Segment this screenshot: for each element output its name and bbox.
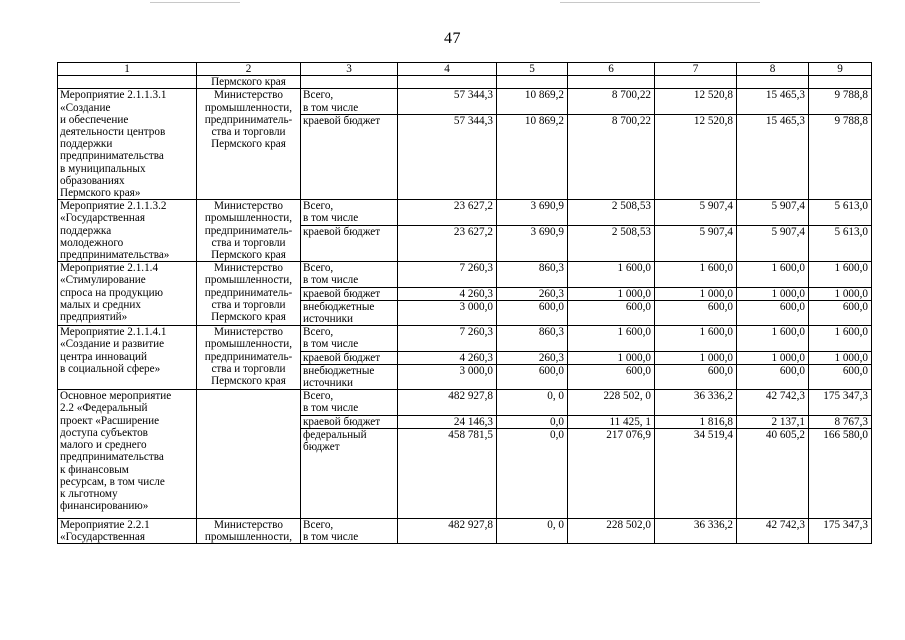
amount-cell: 23 627,2: [398, 225, 497, 261]
funding-source-cell: Всего, в том числе: [301, 518, 398, 543]
amount-cell: 5 907,4: [737, 225, 809, 261]
amount-cell: 3 000,0: [398, 300, 497, 325]
amount-cell: 4 260,3: [398, 351, 497, 364]
amount-cell: 0, 0: [497, 518, 568, 543]
funding-source-cell: краевой бюджет: [301, 287, 398, 300]
amount-cell: 600,0: [497, 300, 568, 325]
amount-cell: 600,0: [809, 364, 872, 389]
continuation-cell: [809, 76, 872, 89]
amount-cell: 1 000,0: [809, 287, 872, 300]
amount-cell: 1 600,0: [568, 262, 655, 287]
funding-source-cell: Всего, в том числе: [301, 200, 398, 226]
amount-cell: 57 344,3: [398, 114, 497, 199]
amount-cell: 1 816,8: [655, 415, 737, 428]
amount-cell: 600,0: [568, 364, 655, 389]
responsible-party-cell: Министерство промышленности, предприниматель- ства и торговли Пермского края: [197, 89, 301, 200]
amount-cell: 36 336,2: [655, 390, 737, 415]
continuation-cell: Пермского края: [197, 76, 301, 89]
amount-cell: 1 600,0: [809, 326, 872, 351]
amount-cell: 0,0: [497, 428, 568, 518]
funding-source-cell: Всего, в том числе: [301, 326, 398, 351]
amount-cell: 600,0: [737, 364, 809, 389]
amount-cell: 9 788,8: [809, 89, 872, 115]
event-name-cell: Мероприятие 2.1.1.3.2 «Государственная поддержка молодежного предпринимательства»: [58, 200, 197, 262]
funding-source-cell: краевой бюджет: [301, 225, 398, 261]
amount-cell: 12 520,8: [655, 114, 737, 199]
amount-cell: 9 788,8: [809, 114, 872, 199]
funding-source-cell: краевой бюджет: [301, 114, 398, 199]
event-name-cell: Мероприятие 2.2.1 «Государственная: [58, 518, 197, 543]
continuation-cell: [398, 76, 497, 89]
table-row: [58, 390, 872, 415]
amount-cell: 7 260,3: [398, 262, 497, 287]
amount-cell: 228 502, 0: [568, 390, 655, 415]
event-name-cell: Мероприятие 2.1.1.4.1 «Создание и развитие центра инноваций в социальной сфере»: [58, 326, 197, 390]
continuation-cell: [301, 76, 398, 89]
funding-source-cell: краевой бюджет: [301, 351, 398, 364]
amount-cell: 860,3: [497, 326, 568, 351]
amount-cell: 1 600,0: [568, 326, 655, 351]
continuation-cell: [568, 76, 655, 89]
continuation-cell: [58, 76, 197, 89]
budget-table: [57, 62, 872, 544]
responsible-party-cell: [197, 390, 301, 519]
continuation-cell: [737, 76, 809, 89]
amount-cell: 482 927,8: [398, 518, 497, 543]
amount-cell: 600,0: [497, 364, 568, 389]
funding-source-cell: федеральный бюджет: [301, 428, 398, 518]
amount-cell: 42 742,3: [737, 390, 809, 415]
amount-cell: 34 519,4: [655, 428, 737, 518]
amount-cell: 5 613,0: [809, 200, 872, 226]
amount-cell: 260,3: [497, 287, 568, 300]
responsible-party-cell: Министерство промышленности, предприниматель- ства и торговли Пермского края: [197, 200, 301, 262]
amount-cell: 42 742,3: [737, 518, 809, 543]
amount-cell: 5 907,4: [655, 200, 737, 226]
amount-cell: 600,0: [655, 364, 737, 389]
amount-cell: 40 605,2: [737, 428, 809, 518]
amount-cell: 1 600,0: [737, 262, 809, 287]
funding-source-cell: Всего, в том числе: [301, 262, 398, 287]
table-row: [58, 89, 872, 115]
page-number: 47: [444, 30, 461, 47]
amount-cell: 1 600,0: [809, 262, 872, 287]
amount-cell: 24 146,3: [398, 415, 497, 428]
responsible-party-cell: Министерство промышленности,: [197, 518, 301, 543]
funding-source-cell: внебюджетные источники: [301, 300, 398, 325]
amount-cell: 4 260,3: [398, 287, 497, 300]
amount-cell: 36 336,2: [655, 518, 737, 543]
amount-cell: 5 613,0: [809, 225, 872, 261]
amount-cell: 600,0: [655, 300, 737, 325]
funding-source-cell: краевой бюджет: [301, 415, 398, 428]
amount-cell: 8 700,22: [568, 114, 655, 199]
table-row: [58, 326, 872, 351]
amount-cell: 1 000,0: [737, 351, 809, 364]
amount-cell: 3 690,9: [497, 200, 568, 226]
amount-cell: 1 000,0: [809, 351, 872, 364]
continuation-row: [58, 76, 872, 89]
amount-cell: 1 000,0: [737, 287, 809, 300]
column-number-header: 2: [197, 63, 301, 76]
amount-cell: 260,3: [497, 351, 568, 364]
amount-cell: 23 627,2: [398, 200, 497, 226]
amount-cell: 482 927,8: [398, 390, 497, 415]
amount-cell: 15 465,3: [737, 114, 809, 199]
amount-cell: 5 907,4: [655, 225, 737, 261]
amount-cell: 228 502,0: [568, 518, 655, 543]
column-number-header: 4: [398, 63, 497, 76]
amount-cell: 3 000,0: [398, 364, 497, 389]
amount-cell: 10 869,2: [497, 89, 568, 115]
amount-cell: 1 600,0: [655, 326, 737, 351]
amount-cell: 8 700,22: [568, 89, 655, 115]
table-row: [58, 518, 872, 543]
scan-edge-line: [560, 2, 760, 3]
amount-cell: 1 000,0: [568, 351, 655, 364]
amount-cell: 175 347,3: [809, 518, 872, 543]
amount-cell: 860,3: [497, 262, 568, 287]
amount-cell: 11 425, 1: [568, 415, 655, 428]
amount-cell: 12 520,8: [655, 89, 737, 115]
amount-cell: 166 580,0: [809, 428, 872, 518]
amount-cell: 57 344,3: [398, 89, 497, 115]
funding-source-cell: Всего, в том числе: [301, 89, 398, 115]
table-row: [58, 200, 872, 226]
table-row: [58, 262, 872, 287]
scan-edge-line: [150, 2, 240, 3]
amount-cell: 10 869,2: [497, 114, 568, 199]
amount-cell: 2 137,1: [737, 415, 809, 428]
column-number-header: 8: [737, 63, 809, 76]
amount-cell: 5 907,4: [737, 200, 809, 226]
amount-cell: 600,0: [568, 300, 655, 325]
continuation-cell: [497, 76, 568, 89]
event-name-cell: Мероприятие 2.1.1.3.1 «Создание и обеспечение деятельности центров поддержки предпринимательства в муниципальных образованиях Пермского края»: [58, 89, 197, 200]
event-name-cell: Мероприятие 2.1.1.4 «Стимулирование спроса на продукцию малых и средних предприятий»: [58, 262, 197, 326]
amount-cell: 600,0: [737, 300, 809, 325]
amount-cell: 8 767,3: [809, 415, 872, 428]
event-name-cell: Основное мероприятие 2.2 «Федеральный проект «Расширение доступа субъектов малого и среднего предпринимательства к финансовым ресурсам, в том числе к льготному финансированию»: [58, 390, 197, 519]
column-number-header: 6: [568, 63, 655, 76]
amount-cell: 2 508,53: [568, 225, 655, 261]
column-number-header: 9: [809, 63, 872, 76]
amount-cell: 7 260,3: [398, 326, 497, 351]
amount-cell: 1 600,0: [655, 262, 737, 287]
amount-cell: 0,0: [497, 415, 568, 428]
amount-cell: 1 000,0: [655, 287, 737, 300]
responsible-party-cell: Министерство промышленности, предприниматель- ства и торговли Пермского края: [197, 326, 301, 390]
amount-cell: 175 347,3: [809, 390, 872, 415]
amount-cell: 1 600,0: [737, 326, 809, 351]
responsible-party-cell: Министерство промышленности, предприниматель- ства и торговли Пермского края: [197, 262, 301, 326]
column-number-header: 7: [655, 63, 737, 76]
funding-source-cell: внебюджетные источники: [301, 364, 398, 389]
continuation-cell: [655, 76, 737, 89]
column-number-header: 1: [58, 63, 197, 76]
amount-cell: 1 000,0: [655, 351, 737, 364]
column-number-header: 5: [497, 63, 568, 76]
amount-cell: 0, 0: [497, 390, 568, 415]
amount-cell: 2 508,53: [568, 200, 655, 226]
amount-cell: 600,0: [809, 300, 872, 325]
funding-source-cell: Всего, в том числе: [301, 390, 398, 415]
column-number-header: 3: [301, 63, 398, 76]
amount-cell: 217 076,9: [568, 428, 655, 518]
amount-cell: 3 690,9: [497, 225, 568, 261]
amount-cell: 458 781,5: [398, 428, 497, 518]
amount-cell: 1 000,0: [568, 287, 655, 300]
amount-cell: 15 465,3: [737, 89, 809, 115]
header-row: [58, 63, 872, 76]
